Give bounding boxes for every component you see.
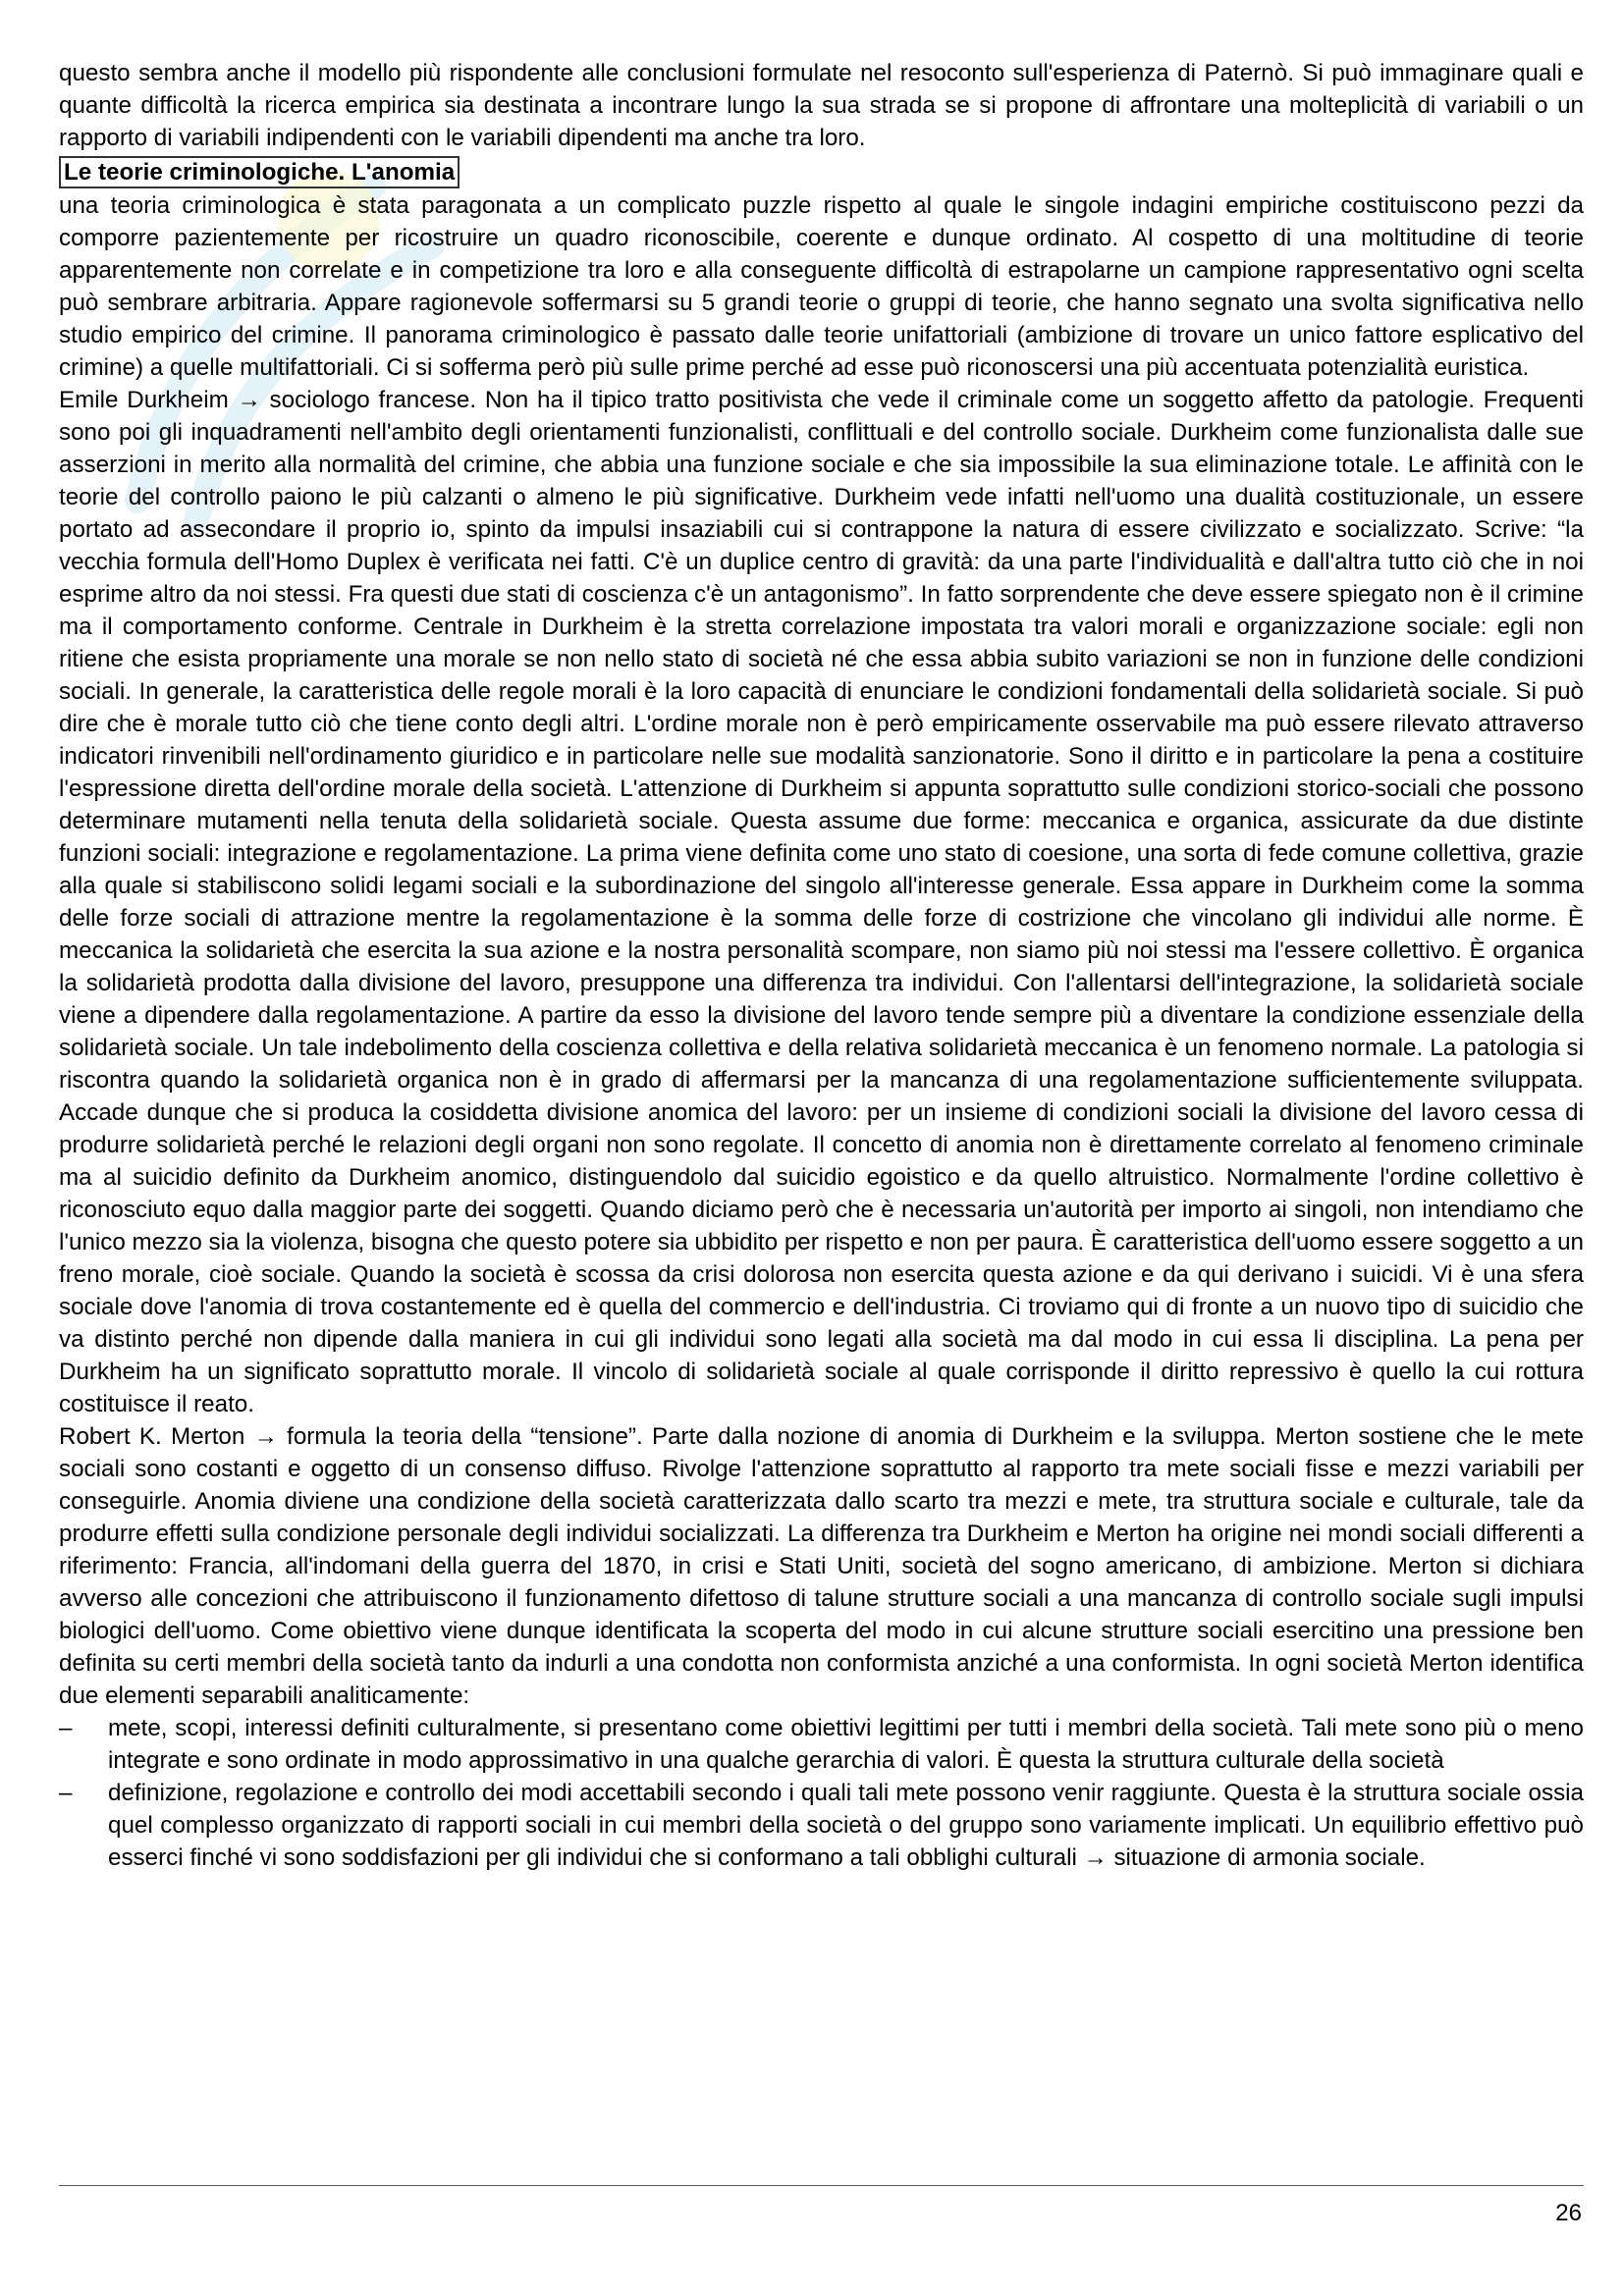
bullet-dash: – [59, 1715, 73, 1741]
list-item [59, 1777, 1584, 1874]
bullet-dash: – [59, 1780, 73, 1806]
paragraph-durkheim: Emile Durkheim → sociologo francese. Non ha il tipico tratto positivista che vede il criminale come un soggetto affetto da patologie. Frequenti sono poi gli inquadramenti nell'ambito degli orientamenti funzionalisti, conflittuali e del controllo sociale. Durkheim come funzionalista dalle sue asserzioni in merito alla normalità del crimine, che abbia una funzione sociale e che sia impossibile la sua eliminazione totale. Le affinità con le teorie del controllo paiono le più calzanti o almeno le più significative. Durkheim vede infatti nell'uomo una dualità costituzionale, un essere portato ad assecondare il proprio io, spinto da impulsi insaziabili cui si contrappone la natura di essere civilizzato e socializzato. Scrive: “la vecchia formula dell'Homo Duplex è verificata nei fatti. C'è un duplice centro di gravità: da una parte l'individualità e dall'altra tutto ciò che in noi esprime altro da noi stessi. Fra questi due stati di coscienza c'è un antagonismo”. In fatto sorprendente che deve essere spiegato non è il crimine ma il comportamento conforme. Centrale in Durkheim è la stretta correlazione impostata tra valori morali e organizzazione sociale: egli non ritiene che esista propriamente una morale se non nello stato di società né che essa abbia subito variazioni se non in funzione delle condizioni sociali. In generale, la caratteristica delle regole morali è la loro capacità di enunciare le condizioni fondamentali della solidarietà sociale. Si può dire che è morale tutto ciò che tiene conto degli altri. L'ordine morale non è però empiricamente osservabile ma può essere rilevato attraverso indicatori rinvenibili nell'ordinamento giuridico e in particolare nelle sue modalità sanzionatorie. Sono il diritto e in particolare la pena a costituire l'espressione diretta dell'ordine morale della società. L'attenzione di Durkheim si appunta soprattutto sulle condizioni storico-sociali che possono determinare mutamenti nella tenuta della solidarietà sociale. Questa assume due forme: meccanica e organica, assicurate da due distinte funzioni sociali: integrazione e regolamentazione. La prima viene definita come uno stato di coesione, una sorta di fede comune collettiva, grazie alla quale si stabiliscono solidi legami sociali e la subordinazione del singolo all'interesse generale. Essa appare in Durkheim come la somma delle forze sociali di attrazione mentre la regolamentazione è la somma delle forze di costrizione che vincolano gli individui alle norme. È meccanica la solidarietà che esercita la sua azione e la nostra personalità scompare, non siamo più noi stessi ma l'essere collettivo. È organica la solidarietà prodotta dalla divisione del lavoro, presuppone una differenza tra individui. Con l'allentarsi dell'integrazione, la solidarietà sociale viene a dipendere dalla regolamentazione. A partire da esso la divisione del lavoro tende sempre più a diventare la condizione essenziale della solidarietà sociale. Un tale indebolimento della coscienza collettiva e della relativa solidarietà meccanica è un fenomeno normale. La patologia si riscontra quando la solidarietà organica non è in grado di affermarsi per la mancanza di una regolamentazione sufficientemente sviluppata. Accade dunque che si produca la cosiddetta divisione anomica del lavoro: per un insieme di condizioni sociali la divisione del lavoro cessa di produrre solidarietà perché le relazioni degli organi non sono regolate. Il concetto di anomia non è direttamente correlato al fenomeno criminale ma al suicidio definito da Durkheim anomico, distinguendolo dal suicidio egoistico e da quello altruistico. Normalmente l'ordine collettivo è riconosciuto equo dalla maggior parte dei soggetti. Quando diciamo però che è necessaria un'autorità per importo ai singoli, non intendiamo che l'unico mezzo sia la violenza, bisogna che questo potere sia ubbidito per rispetto e non per paura. È caratteristica dell'uomo essere soggetto a un freno morale, cioè sociale. Quando la società è scossa da crisi dolorosa non esercita questa azione e da qui derivano i suicidi. Vi è una sfera sociale dove l'anomia di trova costantemente ed è quella del commercio e dell'industria. Ci troviamo qui di fronte a un nuovo tipo di suicidio che va distinto perché non dipende dalla maniera in cui gli individui sono legati alla società ma dal modo in cui essa li disciplina. La pena per Durkheim ha un significato soprattutto morale. Il vincolo di solidarietà sociale al quale corrisponde il diritto repressivo è quello la cui rottura costituisce il reato. [59, 387, 1584, 1417]
paragraph-merton: Robert K. Merton → formula la teoria della “tensione”. Parte dalla nozione di anomia di Durkheim e la sviluppa. Merton sostiene che le mete sociali sono costanti e oggetto di un consenso diffuso. Rivolge l'attenzione soprattutto al rapporto tra mete sociali fisse e mezzi variabili per conseguirle. Anomia diviene una condizione della società caratterizzata dallo scarto tra mezzi e mete, tra struttura sociale e culturale, tale da produrre effetti sulla condizione personale degli individui socializzati. La differenza tra Durkheim e Merton ha origine nei mondi sociali differenti a riferimento: Francia, all'indomani della guerra del 1870, in crisi e Stati Uniti, società del sogno americano, di ambizione. Merton si dichiara avverso alle concezioni che attribuiscono il funzionamento difettoso di talune strutture sociali a una mancanza di controllo sociale sugli impulsi biologici dell'uomo. Come obiettivo viene dunque identificata la scoperta del modo in cui alcune strutture sociali esercitino una pressione ben definita su certi membri della società tanto da indurli a una condotta non conformista anziché a una conformista. In ogni società Merton identifica due elementi separabili analiticamente: [59, 1423, 1584, 1709]
list-item [59, 1712, 1584, 1777]
list-item-text: mete, scopi, interessi definiti culturalmente, si presentano come obiettivi legittimi per tutti i membri della società. Tali mete sono più o meno integrate e sono ordinate in modo approssimativo in una qualche gerarchia di valori. È questa la struttura culturale della società [108, 1715, 1584, 1774]
intro-paragraph: questo sembra anche il modello più rispondente alle conclusioni formulate nel resoconto sull'esperienza di Paternò. Si può immaginare quali e quante difficoltà la ricerca empirica sia destinata a incontrare lungo la sua strada se si propone di affrontare una molteplicità di variabili o un rapporto di variabili indipendenti con le variabili dipendenti ma anche tra loro. [59, 60, 1584, 151]
page-number: 26 [1555, 2200, 1582, 2226]
section-heading: Le teorie criminologiche. L'anomia [59, 156, 460, 188]
document-page [59, 57, 1584, 1874]
list-item-text: definizione, regolazione e controllo dei modi accettabili secondo i quali tali mete possono venir raggiunte. Questa è la struttura sociale ossia quel complesso organizzato di rapporti sociali in cui membri della società o del gruppo sono variamente implicati. Un equilibrio effettivo può esserci finché vi sono soddisfazioni per gli individui che si conformano a tali obblighi culturali → situazione di armonia sociale. [108, 1780, 1584, 1871]
footer-divider [59, 2185, 1584, 2186]
bullet-list [59, 1712, 1584, 1874]
paragraph-theory-intro: una teoria criminologica è stata paragonata a un complicato puzzle rispetto al quale le singole indagini empiriche costituiscono pezzi da comporre pazientemente per ricostruire un quadro riconoscibile, coerente e dunque ordinato. Al cospetto di una moltitudine di teorie apparentemente non correlate e in competizione tra loro e alla conseguente difficoltà di estrapolarne un campione rappresentativo ogni scelta può sembrare arbitraria. Appare ragionevole soffermarsi su 5 grandi teorie o gruppi di teorie, che hanno segnato una svolta significativa nello studio empirico del crimine. Il panorama criminologico è passato dalle teorie unifattoriali (ambizione di trovare un unico fattore esplicativo del crimine) a quelle multifattoriali. Ci si sofferma però più sulle prime perché ad esse può riconoscersi una più accentuata potenzialità euristica. [59, 192, 1584, 381]
